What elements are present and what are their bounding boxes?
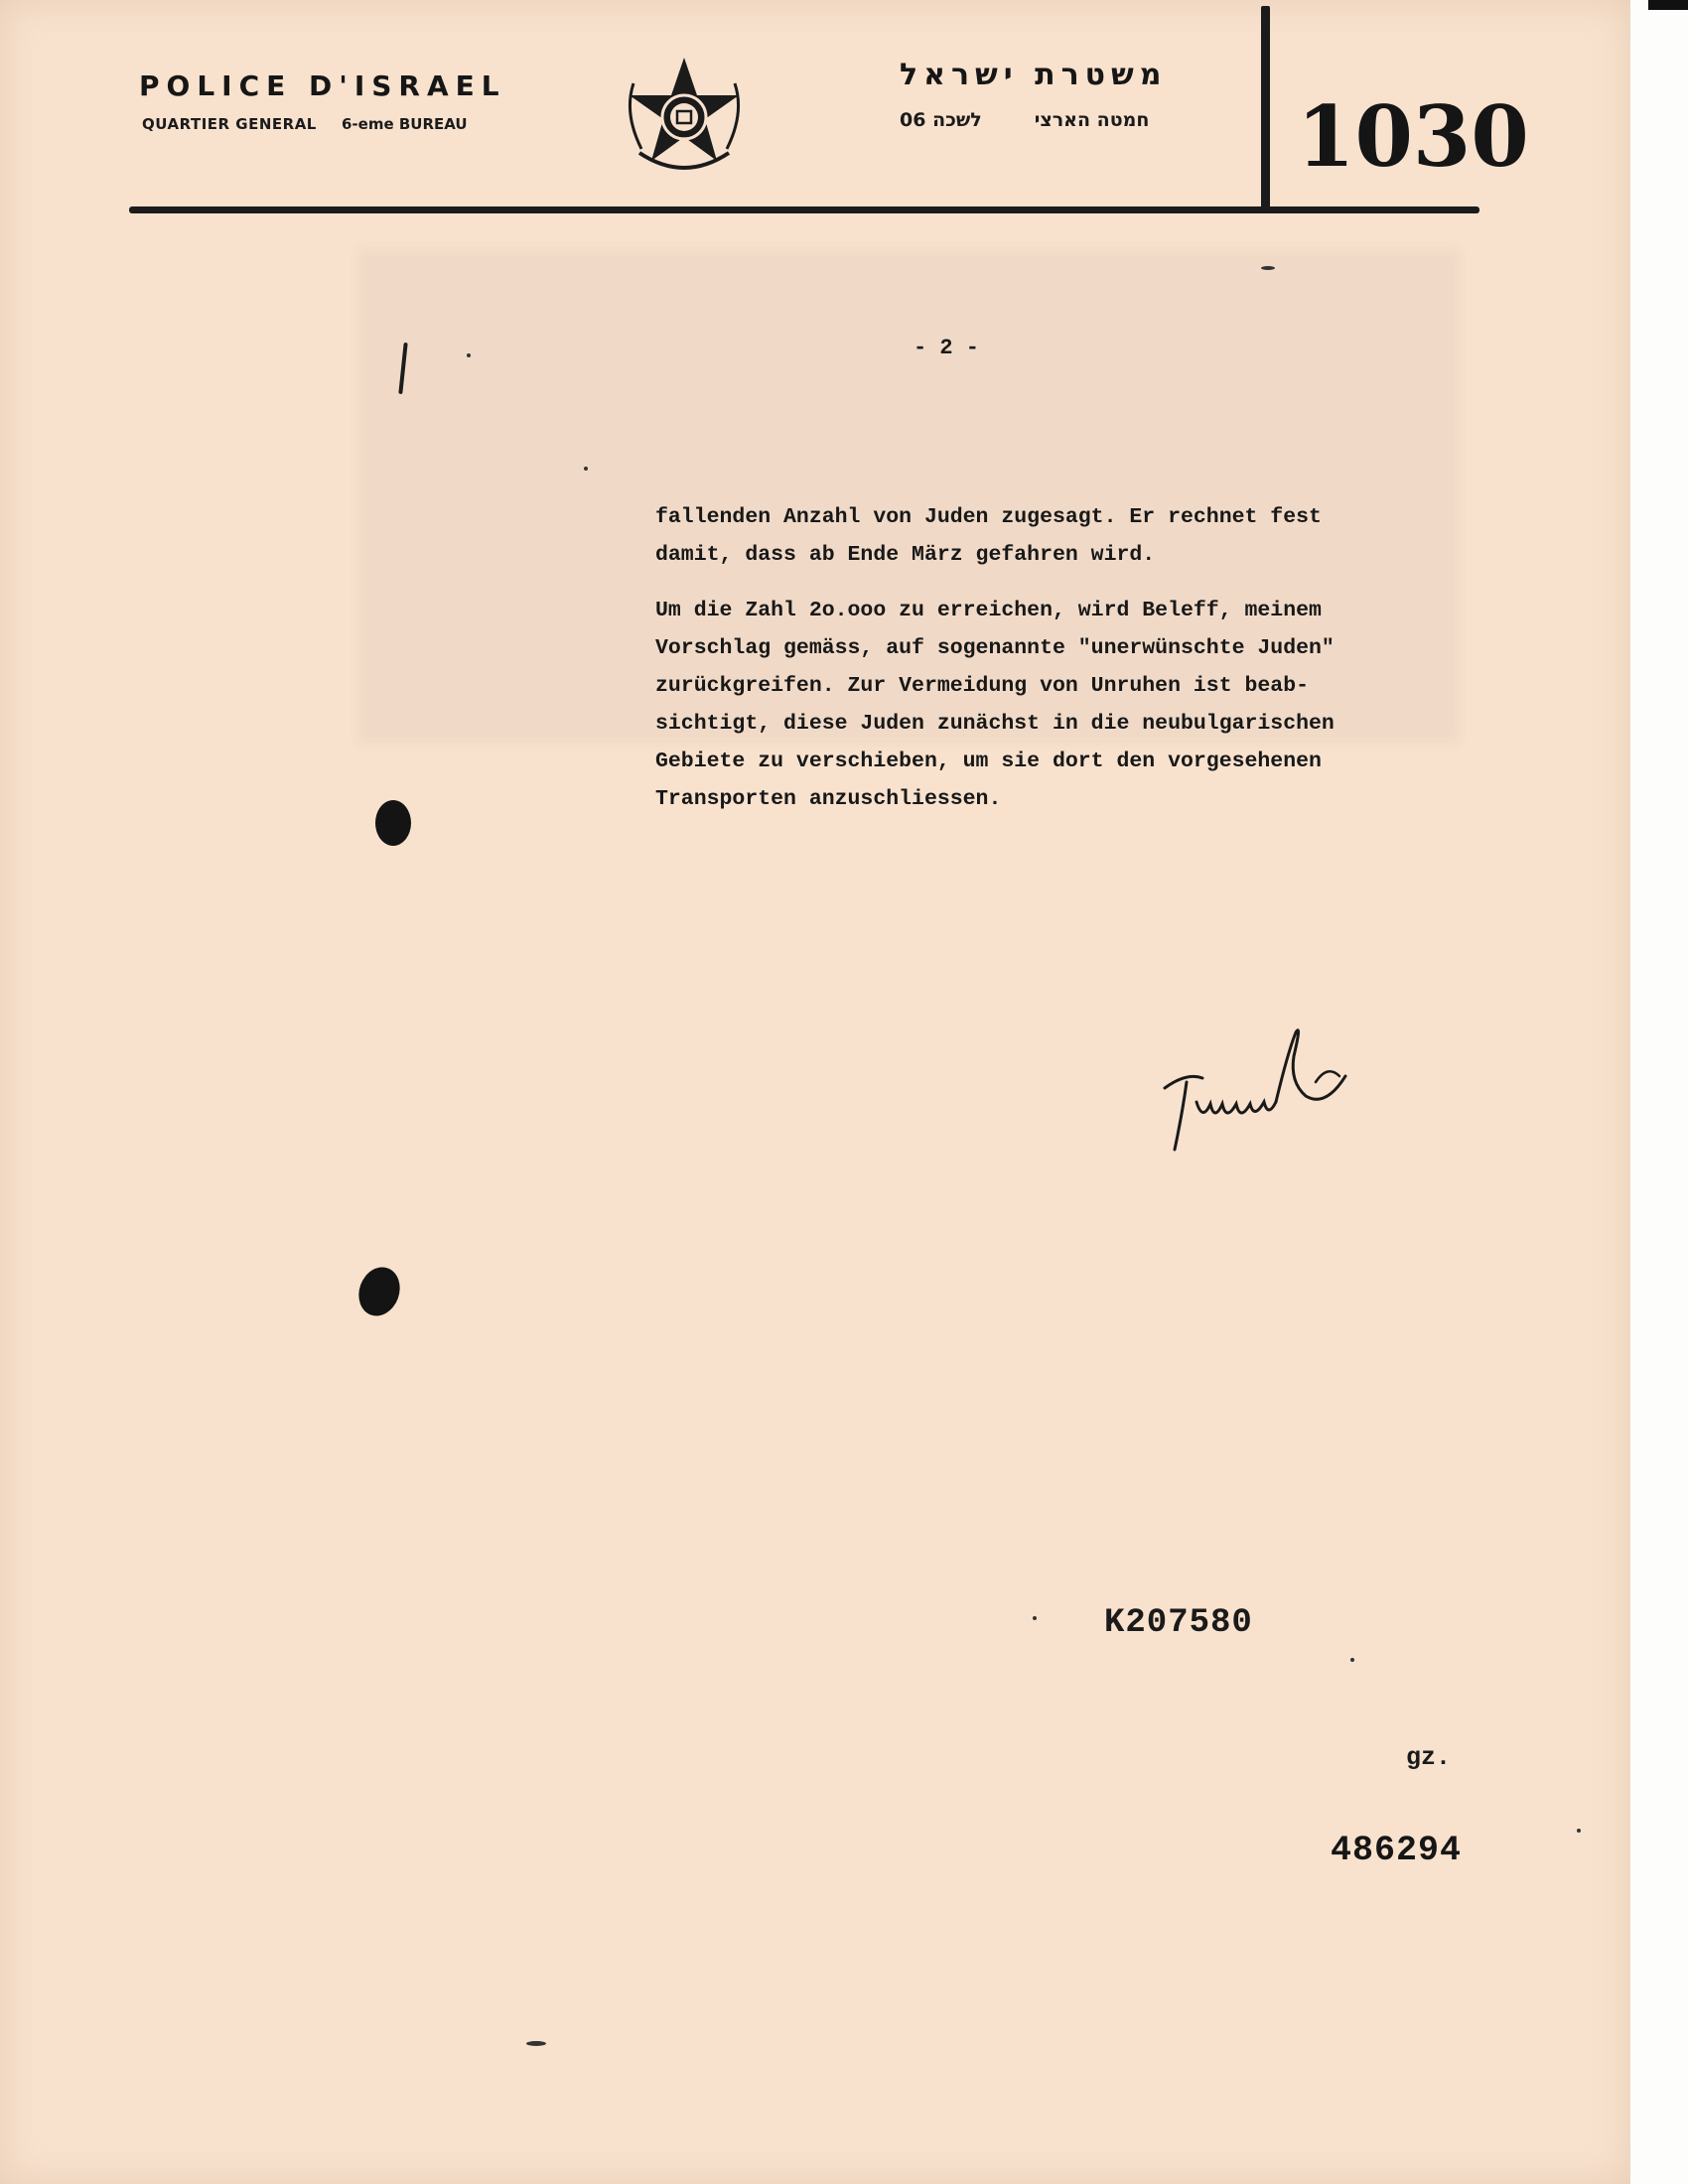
page-number: - 2 - (914, 336, 980, 360)
handwritten-signature (1157, 1013, 1370, 1161)
ink-speck (1350, 1658, 1354, 1662)
ink-blot (375, 800, 411, 846)
archive-k-number: K207580 (1104, 1604, 1253, 1642)
ink-speck (584, 467, 588, 471)
ink-speck (1577, 1829, 1581, 1833)
scan-corner-mark (1648, 0, 1688, 10)
letterhead-hq-he (900, 109, 1227, 131)
letterhead-bureau-fr: 6-eme BUREAU (342, 115, 468, 133)
document-number: 1030 (1297, 87, 1529, 186)
text-line: Um die Zahl 2o.ooo zu erreichen, wird Beleff, meinem (655, 599, 1322, 622)
text-line: Transporten anzuschliessen. (655, 787, 1002, 811)
letterhead-bureau-he-label: לשכה (932, 109, 982, 131)
ink-speck (1033, 1616, 1037, 1620)
text-line: Gebiete zu verschieben, um sie dort den vorgesehenen (655, 750, 1322, 773)
police-star-emblem-icon (620, 54, 749, 177)
ink-blot (352, 1262, 407, 1322)
ink-speck (1261, 266, 1275, 270)
body-text (655, 498, 1450, 818)
ink-speck (467, 353, 471, 357)
text-line: Vorschlag gemäss, auf sogenannte "unerwünschte Juden" (655, 636, 1335, 660)
letterhead-hq-he-text: חמטה הארצי (1034, 109, 1150, 131)
paragraph-1 (655, 498, 1450, 574)
letterhead-hq-fr: QUARTIER GENERAL (142, 115, 317, 133)
letterhead (0, 0, 1630, 228)
letterhead-bureau-he-num: 06 (900, 109, 926, 131)
reference-number: 486294 (1331, 1831, 1463, 1870)
header-horizontal-rule (129, 206, 1479, 213)
text-line: sichtigt, diese Juden zunächst in die neubulgarischen (655, 712, 1335, 736)
text-line: fallenden Anzahl von Juden zugesagt. Er rechnet fest (655, 505, 1322, 529)
text-line: zurückgreifen. Zur Vermeidung von Unruhen ist beab- (655, 674, 1310, 698)
header-vertical-rule (1261, 6, 1270, 212)
text-line: damit, dass ab Ende März gefahren wird. (655, 543, 1156, 567)
gez-abbreviation: gz. (1406, 1743, 1452, 1772)
paragraph-2 (655, 592, 1450, 818)
letterhead-name-fr: POLICE D'ISRAEL (139, 69, 506, 102)
ink-speck (526, 2041, 546, 2046)
letterhead-name-he: משטרת ישראל (900, 58, 1168, 92)
